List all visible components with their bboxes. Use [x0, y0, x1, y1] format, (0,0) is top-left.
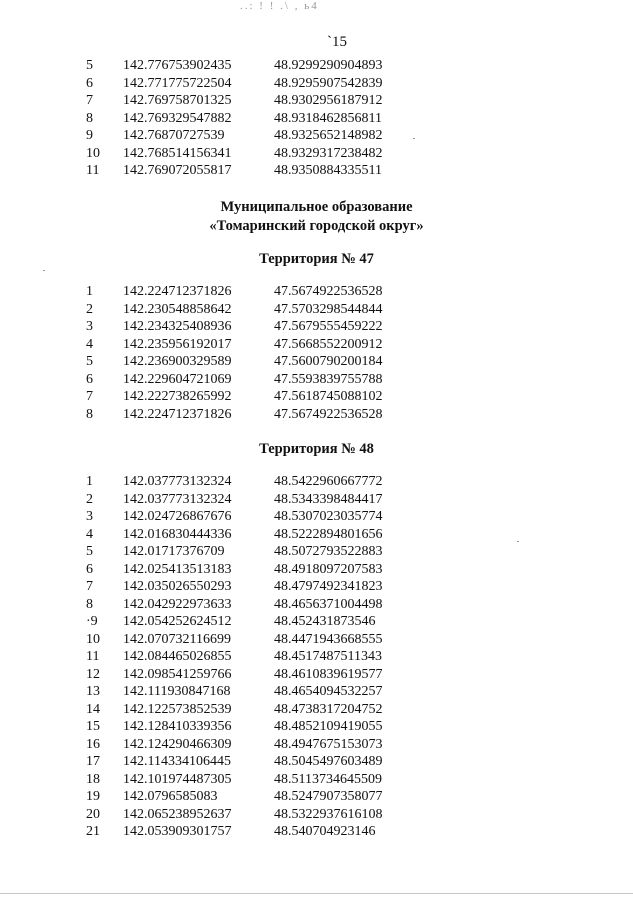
table-row — [0, 508, 633, 526]
latitude-value: 48.540704923146 — [274, 824, 376, 839]
table-row — [0, 473, 633, 491]
longitude-value: 142.114334106445 — [123, 754, 231, 769]
latitude-value: 48.4852109419055 — [274, 719, 383, 734]
latitude-value: 48.4656371004498 — [274, 596, 383, 612]
table-row — [0, 301, 633, 319]
longitude-value: 142.230548858642 — [123, 301, 232, 317]
point-number: 4 — [86, 336, 93, 352]
point-number: 21 — [86, 824, 100, 839]
point-number: 6 — [86, 75, 93, 91]
point-number: 11 — [86, 649, 100, 664]
longitude-value: 142.776753902435 — [123, 58, 232, 73]
point-number: 16 — [86, 736, 100, 752]
point-number: 10 — [86, 631, 100, 647]
latitude-value: 48.9299290904893 — [274, 58, 383, 73]
longitude-value: 142.769758701325 — [123, 93, 232, 108]
point-number: 3 — [86, 319, 93, 334]
table-row — [0, 753, 633, 771]
point-number: 13 — [86, 684, 100, 699]
latitude-value: 48.5222894801656 — [274, 526, 383, 542]
longitude-value: 142.024726867676 — [123, 509, 232, 524]
longitude-value: 142.053909301757 — [123, 824, 232, 839]
table-row — [0, 75, 633, 93]
longitude-value: 142.0796585083 — [123, 789, 218, 804]
latitude-value: 48.5343398484417 — [274, 491, 383, 507]
longitude-value: 142.016830444336 — [123, 526, 232, 542]
latitude-value: 48.9318462856811 — [274, 110, 382, 126]
point-number: 8 — [86, 110, 93, 126]
point-number: 18 — [86, 771, 100, 787]
latitude-value: 47.5674922536528 — [274, 406, 383, 422]
point-number: 2 — [86, 301, 93, 317]
latitude-value: 47.5600790200184 — [274, 354, 383, 369]
longitude-value: 142.771775722504 — [123, 75, 232, 91]
latitude-value: 48.5422960667772 — [274, 474, 383, 489]
latitude-value: 48.4947675153073 — [274, 736, 383, 752]
table-row — [0, 561, 633, 579]
table-row — [0, 283, 633, 301]
table-row — [0, 318, 633, 336]
longitude-value: 142.070732116699 — [123, 631, 231, 647]
longitude-value: 142.235956192017 — [123, 336, 232, 352]
point-number: 6 — [86, 561, 93, 577]
table-row — [0, 388, 633, 406]
latitude-value: 48.4517487511343 — [274, 649, 382, 664]
latitude-value: 48.452431873546 — [274, 614, 376, 629]
longitude-value: 142.025413513183 — [123, 561, 232, 577]
point-number: 5 — [86, 544, 93, 559]
table-row — [0, 92, 633, 110]
latitude-value: 48.4471943668555 — [274, 631, 383, 647]
latitude-value: 47.5674922536528 — [274, 284, 383, 299]
table-row — [0, 127, 633, 145]
longitude-value: 142.065238952637 — [123, 806, 232, 822]
longitude-value: 142.769329547882 — [123, 110, 232, 126]
latitude-value: 48.4610839619577 — [274, 666, 383, 682]
latitude-value: 48.4654094532257 — [274, 684, 383, 699]
latitude-value: 48.9302956187912 — [274, 93, 383, 108]
table-row — [0, 596, 633, 614]
longitude-value: 142.76870727539 — [123, 128, 225, 143]
point-number: 9 — [86, 128, 93, 143]
table-row — [0, 648, 633, 666]
point-number: 17 — [86, 754, 100, 769]
table-row — [0, 806, 633, 824]
table-row — [0, 823, 633, 841]
table-row — [0, 110, 633, 128]
footer-rule — [0, 893, 633, 894]
longitude-value: 142.111930847168 — [123, 684, 231, 699]
point-number: ·9 — [86, 614, 98, 629]
point-number: 7 — [86, 389, 93, 404]
longitude-value: 142.084465026855 — [123, 649, 232, 664]
longitude-value: 142.042922973633 — [123, 596, 232, 612]
point-number: 7 — [86, 93, 93, 108]
territory-48-title: Территория № 48 — [259, 441, 374, 457]
longitude-value: 142.234325408936 — [123, 319, 232, 334]
latitude-value: 48.9350884335511 — [274, 163, 382, 178]
latitude-value: 48.9295907542839 — [274, 75, 383, 91]
longitude-value: 142.037773132324 — [123, 491, 232, 507]
territory-48-table — [0, 473, 633, 841]
table-row — [0, 578, 633, 596]
scan-speck — [413, 138, 415, 139]
longitude-value: 142.768514156341 — [123, 145, 232, 161]
municipality-title-line2: «Томаринский городской округ» — [209, 218, 424, 234]
latitude-value: 47.5679555459222 — [274, 319, 383, 334]
point-number: 20 — [86, 806, 100, 822]
point-number: 4 — [86, 526, 93, 542]
longitude-value: 142.122573852539 — [123, 701, 232, 717]
point-number: 8 — [86, 596, 93, 612]
point-number: 14 — [86, 701, 100, 717]
longitude-value: 142.054252624512 — [123, 614, 232, 629]
table-row — [0, 353, 633, 371]
point-number: 19 — [86, 789, 100, 804]
point-number: 10 — [86, 145, 100, 161]
table-row — [0, 162, 633, 180]
table-row — [0, 371, 633, 389]
point-number: 1 — [86, 284, 93, 299]
municipality-title-line1: Муниципальное образование — [220, 199, 413, 215]
table-row — [0, 406, 633, 424]
scan-speck — [43, 270, 45, 271]
point-number: 1 — [86, 474, 93, 489]
table-row — [0, 613, 633, 631]
table-row — [0, 526, 633, 544]
longitude-value: 142.769072055817 — [123, 163, 232, 178]
table-row — [0, 718, 633, 736]
longitude-value: 142.124290466309 — [123, 736, 232, 752]
latitude-value: 48.5113734645509 — [274, 771, 382, 787]
point-number: 6 — [86, 371, 93, 387]
latitude-value: 48.5307023035774 — [274, 509, 383, 524]
point-number: 15 — [86, 719, 100, 734]
table-row — [0, 788, 633, 806]
scan-speck — [517, 541, 519, 542]
table-row — [0, 57, 633, 75]
latitude-value: 48.5045497603489 — [274, 754, 383, 769]
coordinates-table-continued — [0, 57, 633, 180]
latitude-value: 47.5593839755788 — [274, 371, 383, 387]
table-row — [0, 771, 633, 789]
longitude-value: 142.035026550293 — [123, 579, 232, 594]
longitude-value: 142.101974487305 — [123, 771, 232, 787]
latitude-value: 48.4918097207583 — [274, 561, 383, 577]
latitude-value: 48.9329317238482 — [274, 145, 383, 161]
longitude-value: 142.236900329589 — [123, 354, 232, 369]
table-row — [0, 543, 633, 561]
table-row — [0, 491, 633, 509]
territory-47-table — [0, 283, 633, 423]
point-number: 3 — [86, 509, 93, 524]
table-row — [0, 683, 633, 701]
latitude-value: 47.5618745088102 — [274, 389, 383, 404]
latitude-value: 48.5322937616108 — [274, 806, 383, 822]
latitude-value: 48.5072793522883 — [274, 544, 383, 559]
table-row — [0, 666, 633, 684]
latitude-value: 48.9325652148982 — [274, 128, 383, 143]
header-scan-marks: ..: ! ! .\ , ь4 — [240, 0, 319, 12]
table-row — [0, 631, 633, 649]
table-row — [0, 336, 633, 354]
table-row — [0, 145, 633, 163]
longitude-value: 142.128410339356 — [123, 719, 232, 734]
longitude-value: 142.098541259766 — [123, 666, 232, 682]
latitude-value: 48.5247907358077 — [274, 789, 383, 804]
latitude-value: 47.5668552200912 — [274, 336, 383, 352]
point-number: 5 — [86, 354, 93, 369]
point-number: 8 — [86, 406, 93, 422]
table-row — [0, 736, 633, 754]
longitude-value: 142.224712371826 — [123, 406, 232, 422]
point-number: 2 — [86, 491, 93, 507]
latitude-value: 47.5703298544844 — [274, 301, 383, 317]
territory-47-title: Территория № 47 — [259, 251, 374, 267]
longitude-value: 142.222738265992 — [123, 389, 232, 404]
point-number: 5 — [86, 58, 93, 73]
point-number: 12 — [86, 666, 100, 682]
longitude-value: 142.229604721069 — [123, 371, 232, 387]
longitude-value: 142.01717376709 — [123, 544, 225, 559]
point-number: 7 — [86, 579, 93, 594]
longitude-value: 142.037773132324 — [123, 474, 232, 489]
latitude-value: 48.4738317204752 — [274, 701, 383, 717]
longitude-value: 142.224712371826 — [123, 284, 232, 299]
point-number: 11 — [86, 163, 100, 178]
latitude-value: 48.4797492341823 — [274, 579, 383, 594]
page-number: `15 — [327, 34, 347, 50]
table-row — [0, 701, 633, 719]
